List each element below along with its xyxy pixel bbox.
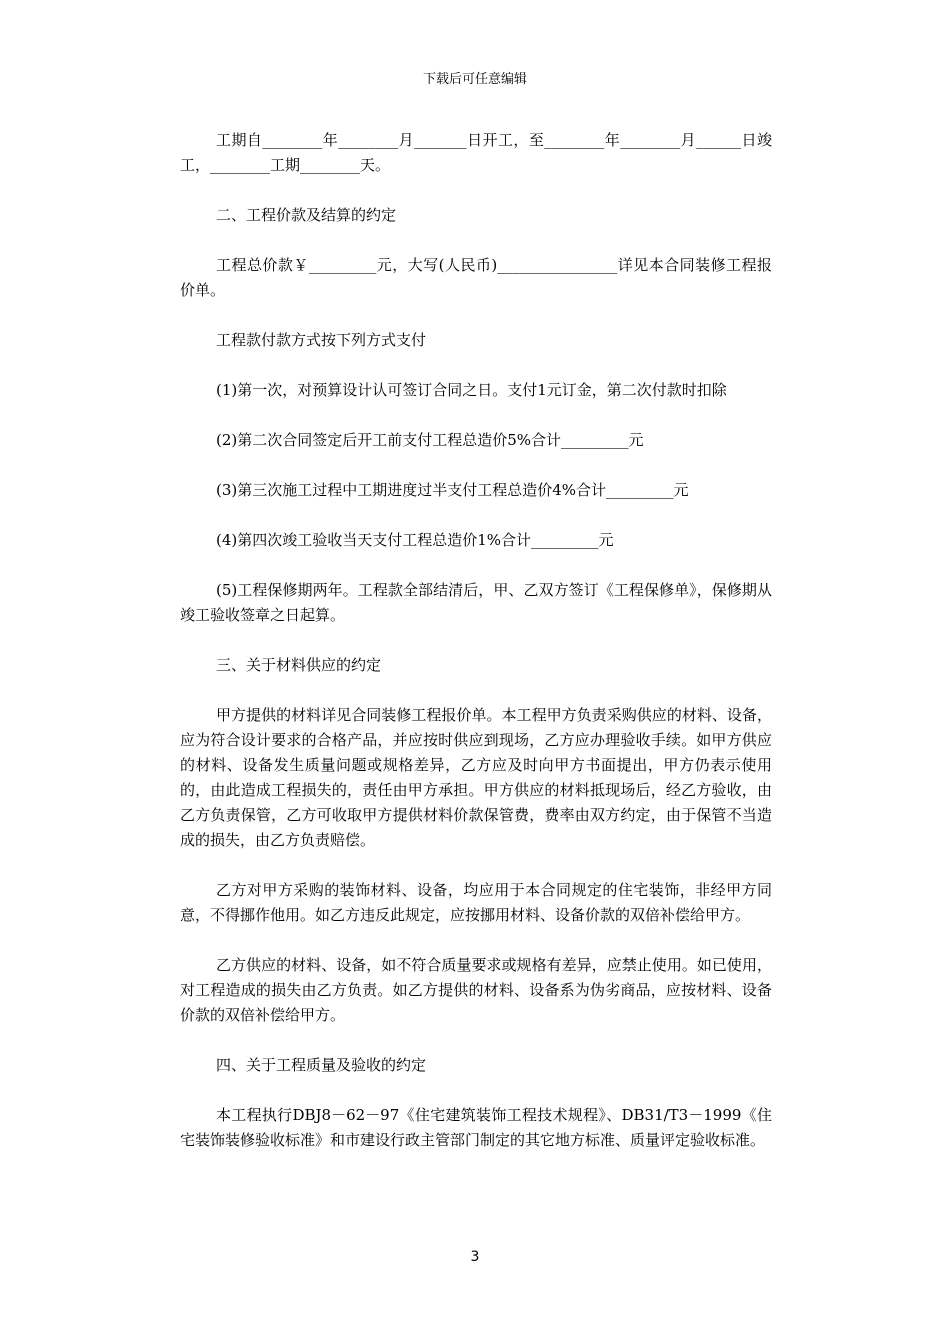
section-heading-quality: 四、关于工程质量及验收的约定: [216, 1056, 427, 1074]
paragraph-payment-3: (3)第三次施工过程中工期进度过半支付工程总造价4%合计_________元: [216, 481, 689, 499]
paragraph-quality-standards: 本工程执行DBJ8－62－97《住宅建筑装饰工程技术规程》、DB31/T3－1999《住宅装饰装修验收标准》和市建设行政主管部门制定的其它地方标准、质量评定验收标准。: [180, 1106, 772, 1149]
header-note: 下载后可任意编辑: [422, 72, 527, 87]
paragraph-payment-method: 工程款付款方式按下列方式支付: [216, 331, 427, 349]
paragraph-payment-4: (4)第四次竣工验收当天支付工程总造价1%合计_________元: [216, 531, 614, 549]
section-heading-price-settlement: 二、工程价款及结算的约定: [216, 206, 397, 224]
document-body: [180, 128, 772, 1178]
paragraph-construction-period: 工期自________年________月_______日开工，至________年________月______日竣工，________工期________天。: [180, 131, 772, 174]
paragraph-materials-party-a: 甲方提供的材料详见合同装修工程报价单。本工程甲方负责采购供应的材料、设备，应为符合设计要求的合格产品，并应按时供应到现场，乙方应办理验收手续。如甲方供应的材料、设备发生质量问题或规格差异，乙方应及时向甲方书面提出，甲方仍表示使用的，由此造成工程损失的，责任由甲方承担。甲方供应的材料抵现场后，经乙方验收，由乙方负责保管，乙方可收取甲方提供材料价款保管费，费率由双方约定，由于保管不当造成的损失，由乙方负责赔偿。: [180, 706, 772, 849]
paragraph-materials-party-b: 乙方供应的材料、设备，如不符合质量要求或规格有差异，应禁止使用。如已使用，对工程造成的损失由乙方负责。如乙方提供的材料、设备系为伪劣商品，应按材料、设备价款的双倍补偿给甲方。: [180, 956, 772, 1024]
page-number: 3: [470, 1249, 480, 1265]
section-heading-materials: 三、关于材料供应的约定: [216, 656, 382, 674]
paragraph-payment-2: (2)第二次合同签定后开工前支付工程总造价5%合计_________元: [216, 431, 644, 449]
paragraph-total-price: 工程总价款￥_________元，大写(人民币)________________详见本合同装修工程报价单。: [180, 256, 772, 299]
paragraph-payment-5: (5)工程保修期两年。工程款全部结清后，甲、乙双方签订《工程保修单》，保修期从竣工验收签章之日起算。: [180, 581, 772, 624]
paragraph-payment-1: (1)第一次，对预算设计认可签订合同之日。支付1元订金，第二次付款时扣除: [216, 381, 727, 399]
paragraph-materials-usage: 乙方对甲方采购的装饰材料、设备，均应用于本合同规定的住宅装饰，非经甲方同意，不得挪作他用。如乙方违反此规定，应按挪用材料、设备价款的双倍补偿给甲方。: [180, 881, 772, 924]
